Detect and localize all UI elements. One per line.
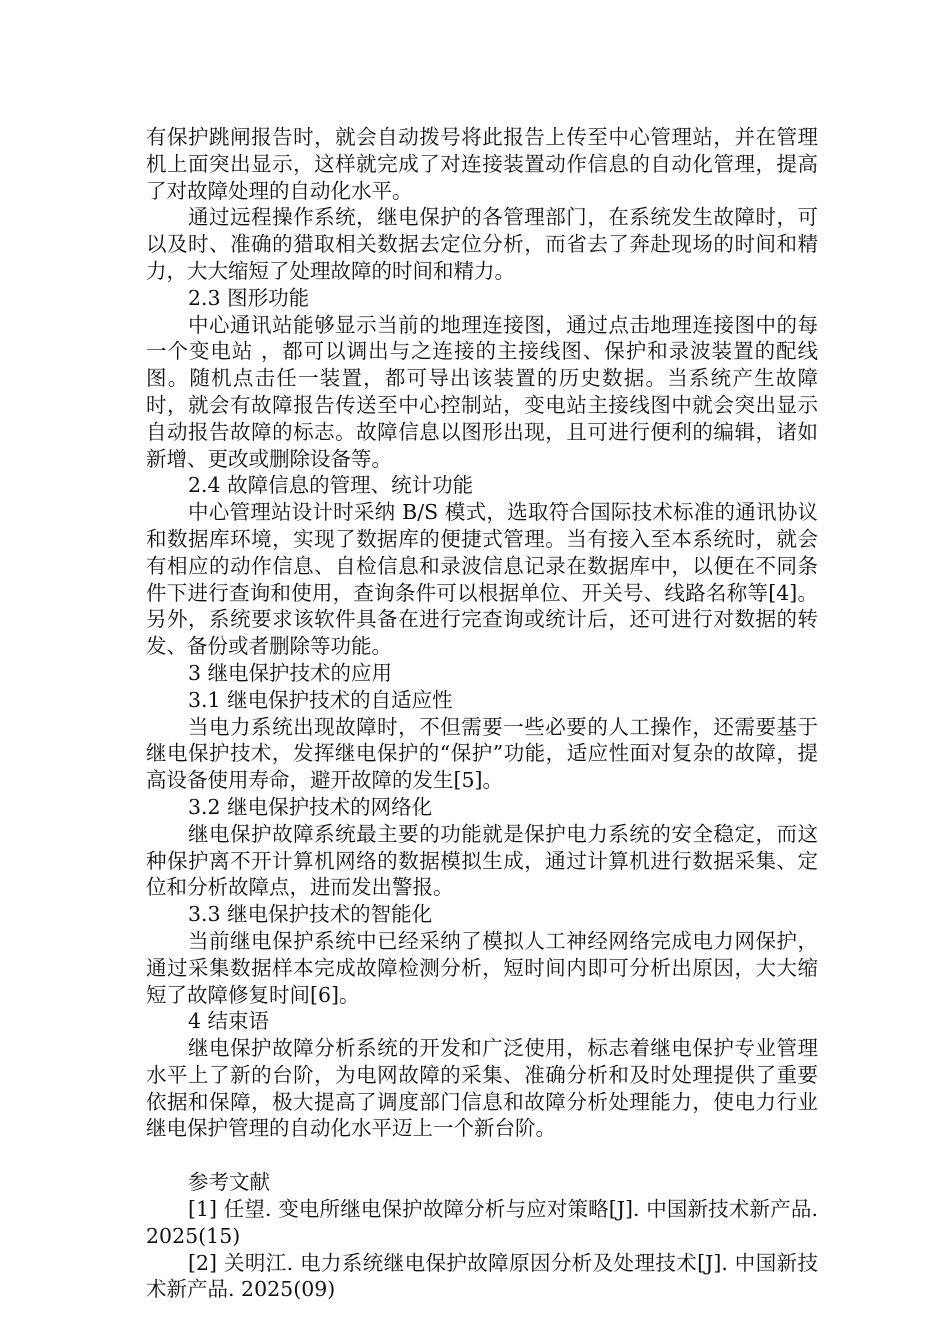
- reference-item: [1] 任望. 变电所继电保护故障分析与应对策略[J]. 中国新技术新产品. 2025(15): [146, 1197, 818, 1248]
- heading-3: 3 继电保护技术的应用: [188, 660, 393, 685]
- paragraph-remote-operation: 通过远程操作系统，继电保护的各管理部门，在系统发生故障时，可以及时、准确的猎取相关数据去定位分析，而省去了奔赴现场的时间和精力，大大缩短了处理故障的时间和精力。: [146, 205, 818, 283]
- paragraph-adaptivity: 当电力系统出现故障时，不但需要一些必要的人工操作，还需要基于继电保护技术，发挥继电保护的“保护”功能，适应性面对复杂的故障，提高设备使用寿命，避开故障的发生[5]。: [146, 714, 818, 793]
- document-page: [146, 124, 818, 1303]
- heading-3-3: 3.3 继电保护技术的智能化: [188, 902, 433, 927]
- heading-2-3: 2.3 图形功能: [188, 285, 310, 310]
- paragraph-conclusion: 继电保护故障分析系统的开发和广泛使用，标志着继电保护专业管理水平上了新的台阶，为电网故障的采集、准确分析和及时处理提供了重要依据和保障，极大提高了调度部门信息和故障分析处理能力，使电力行业继电保护管理的自动化水平迈上一个新台阶。: [146, 1036, 818, 1141]
- section-spacer: [146, 1142, 818, 1169]
- paragraph-networking: 继电保护故障系统最主要的功能就是保护电力系统的安全稳定，而这种保护离不开计算机网络的数据模拟生成，通过计算机进行数据采集、定位和分析故障点，进而发出警报。: [146, 821, 818, 900]
- heading-4: 4 结束语: [188, 1009, 270, 1034]
- heading-3-1: 3.1 继电保护技术的自适应性: [188, 687, 453, 712]
- paragraph-info-management: 中心管理站设计时采纳 B/S 模式，选取符合国际技术标准的通讯协议和数据库环境，实现了数据库的便捷式管理。当有接入至本系统时，就会有相应的动作信息、自检信息和录波信息记录在数据库中，以便在不同条件下进行查询和使用，查询条件可以根据单位、开关号、线路名称等[4]。另外，系统要求该软件具备在进行完查询或统计后，还可进行对数据的转发、备份或者删除等功能。: [146, 500, 818, 659]
- heading-3-2: 3.2 继电保护技术的网络化: [188, 794, 433, 819]
- heading-2-4: 2.4 故障信息的管理、统计功能: [188, 473, 474, 498]
- heading-references: 参考文献: [188, 1170, 270, 1195]
- paragraph-graphic-function: 中心通讯站能够显示当前的地理连接图，通过点击地理连接图中的每一个变电站 ，都可以调出与之连接的主接线图、保护和录波装置的配线图。随机点击任一装置，都可导出该装置的历史数据。当系统产生故障时，就会有故障报告传送至中心控制站，变电站主接线图中就会突出显示自动报告故障的标志。故障信息以图形出现，且可进行便利的编辑，诸如新增、更改或删除设备等。: [146, 312, 818, 471]
- paragraph-fault-report-upload: 有保护跳闸报告时，就会自动拨号将此报告上传至中心管理站，并在管理机上面突出显示，这样就完成了对连接装置动作信息的自动化管理，提高了对故障处理的自动化水平。: [146, 125, 818, 203]
- paragraph-intelligence: 当前继电保护系统中已经采纳了模拟人工神经网络完成电力网保护，通过采集数据样本完成故障检测分析，短时间内即可分析出原因，大大缩短了故障修复时间[6]。: [146, 928, 818, 1007]
- reference-item: [2] 关明江. 电力系统继电保护故障原因分析及处理技术[J]. 中国新技术新产品. 2025(09): [146, 1250, 818, 1302]
